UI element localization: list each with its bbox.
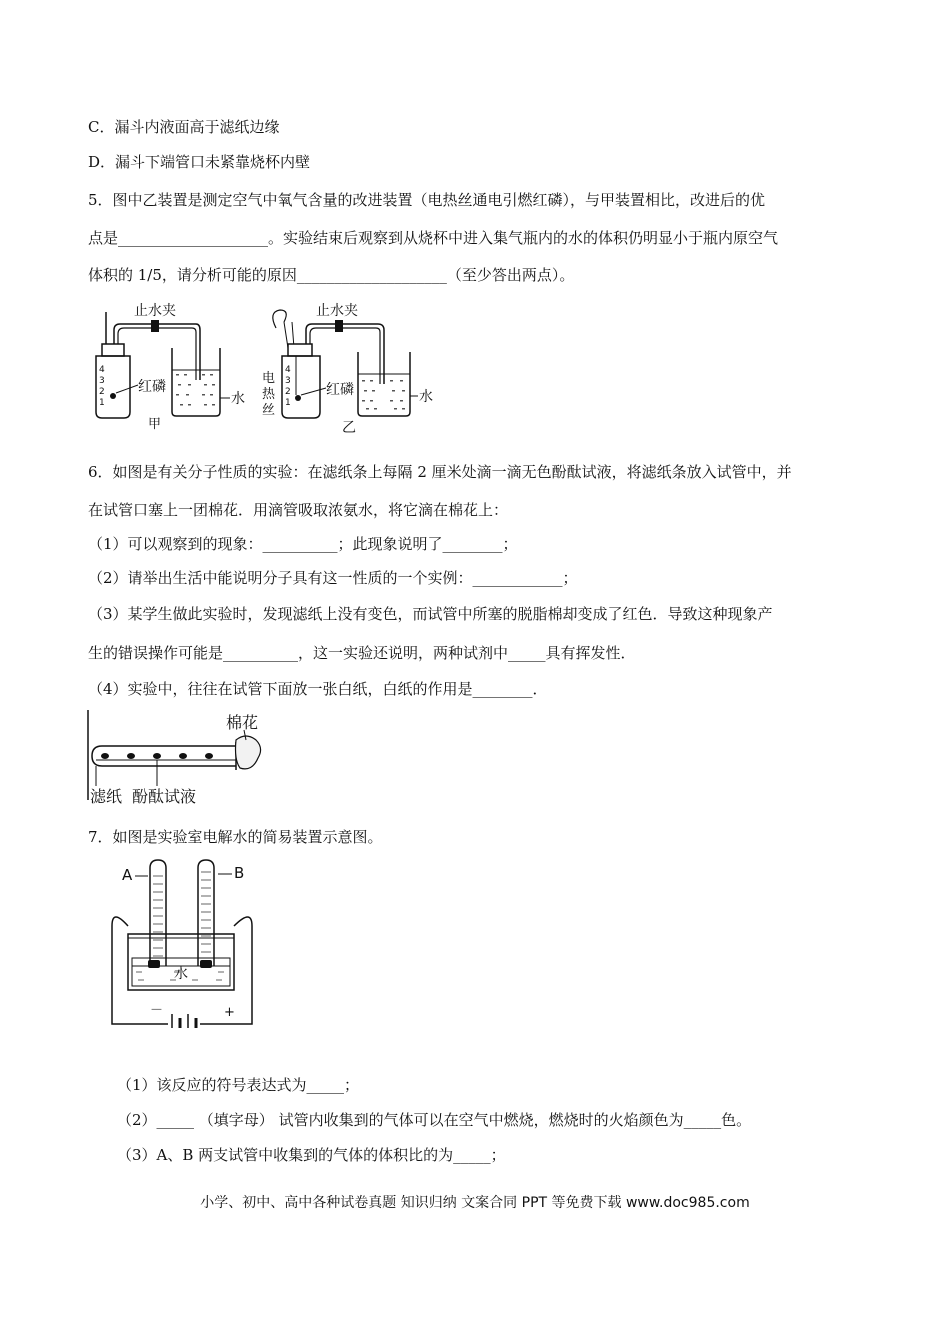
phenolphthalein-label: 酚酞试液 <box>132 787 197 806</box>
figure-label-yi: 乙 <box>342 420 356 435</box>
svg-text:3: 3 <box>285 376 291 386</box>
minus-sign: － <box>150 1003 164 1018</box>
q4-option-d: D．漏斗下端管口未紧靠烧杯内壁 <box>88 153 311 171</box>
svg-text:丝: 丝 <box>262 403 276 418</box>
phosphorus-label-yi: 红磷 <box>326 382 354 398</box>
filter-paper-label: 滤纸 <box>90 787 123 806</box>
figure-label-jia: 甲 <box>148 417 162 432</box>
page-footer: 小学、初中、高中各种试卷真题 知识归纳 文案合同 PPT 等免费下载 www.doc985.com <box>200 1195 750 1211</box>
svg-text:2: 2 <box>285 387 291 397</box>
svg-text:4: 4 <box>285 365 291 375</box>
phosphorus-label-jia: 红磷 <box>138 379 166 395</box>
oxygen-apparatus-figure <box>88 300 448 435</box>
q6-text-line1: 6．如图是有关分子性质的实验：在滤纸条上每隔 2 厘米处滴一滴无色酚酞试液，将滤纸条放入试管中，并 <box>88 463 792 481</box>
cotton-label: 棉花 <box>226 713 259 732</box>
q7-text-line1: 7．如图是实验室电解水的简易装置示意图。 <box>88 828 383 846</box>
tube-b-label: B <box>234 864 245 882</box>
svg-text:1: 1 <box>99 398 105 408</box>
water-label-yi: 水 <box>419 389 433 405</box>
plus-sign: + <box>224 1005 235 1020</box>
q6-sub2: （2）请举出生活中能说明分子具有这一性质的一个实例：____________； <box>88 569 578 587</box>
svg-text:热: 热 <box>262 387 276 402</box>
q6-sub4: （4）实验中，往往在试管下面放一张白纸，白纸的作用是________． <box>88 680 548 698</box>
svg-text:2: 2 <box>99 387 105 397</box>
clamp-label-jia: 止水夹 <box>134 303 176 319</box>
electrolysis-figure <box>108 856 268 1028</box>
q7-sub1: （1）该反应的符号表达式为_____； <box>117 1076 360 1094</box>
svg-text:1: 1 <box>285 398 291 408</box>
svg-text:4: 4 <box>99 365 105 375</box>
tube-a-label: A <box>122 866 133 884</box>
q6-sub1: （1）可以观察到的现象：__________；此现象说明了________； <box>88 535 518 553</box>
water-label-q7: 水 <box>174 966 188 982</box>
q7-sub3: （3）A、B 两支试管中收集到的气体的体积比的为_____； <box>117 1146 506 1164</box>
q7-sub2: （2）_____ （填字母） 试管内收集到的气体可以在空气中燃烧，燃烧时的火焰颜色为_____色。 <box>117 1111 752 1129</box>
clamp-label-yi: 止水夹 <box>316 303 358 319</box>
q5-text-line1: 5．图中乙装置是测定空气中氧气含量的改进装置（电热丝通电引燃红磷），与甲装置相比，改进后的优 <box>88 191 766 209</box>
q6-sub3a: （3）某学生做此实验时，发现滤纸上没有变色，而试管中所塞的脱脂棉却变成了红色．导致这种现象产 <box>88 605 773 623</box>
svg-text:电: 电 <box>262 371 276 386</box>
q5-text-line3: 体积的 1/5，请分析可能的原因____________________（至少答出两点）。 <box>88 266 575 284</box>
q6-sub3b: 生的错误操作可能是__________，这一实验还说明，两种试剂中_____具有挥发性． <box>88 644 636 662</box>
q6-text-line2: 在试管口塞上一团棉花．用滴管吸取浓氨水，将它滴在棉花上： <box>88 501 509 519</box>
water-label-jia: 水 <box>231 391 245 407</box>
svg-text:3: 3 <box>99 376 105 386</box>
test-tube-figure <box>86 710 276 806</box>
q4-option-c: C．漏斗内液面高于滤纸边缘 <box>88 118 280 136</box>
q5-text-line2: 点是____________________。实验结束后观察到从烧杯中进入集气瓶内的水的体积仍明显小于瓶内原空气 <box>88 229 779 247</box>
